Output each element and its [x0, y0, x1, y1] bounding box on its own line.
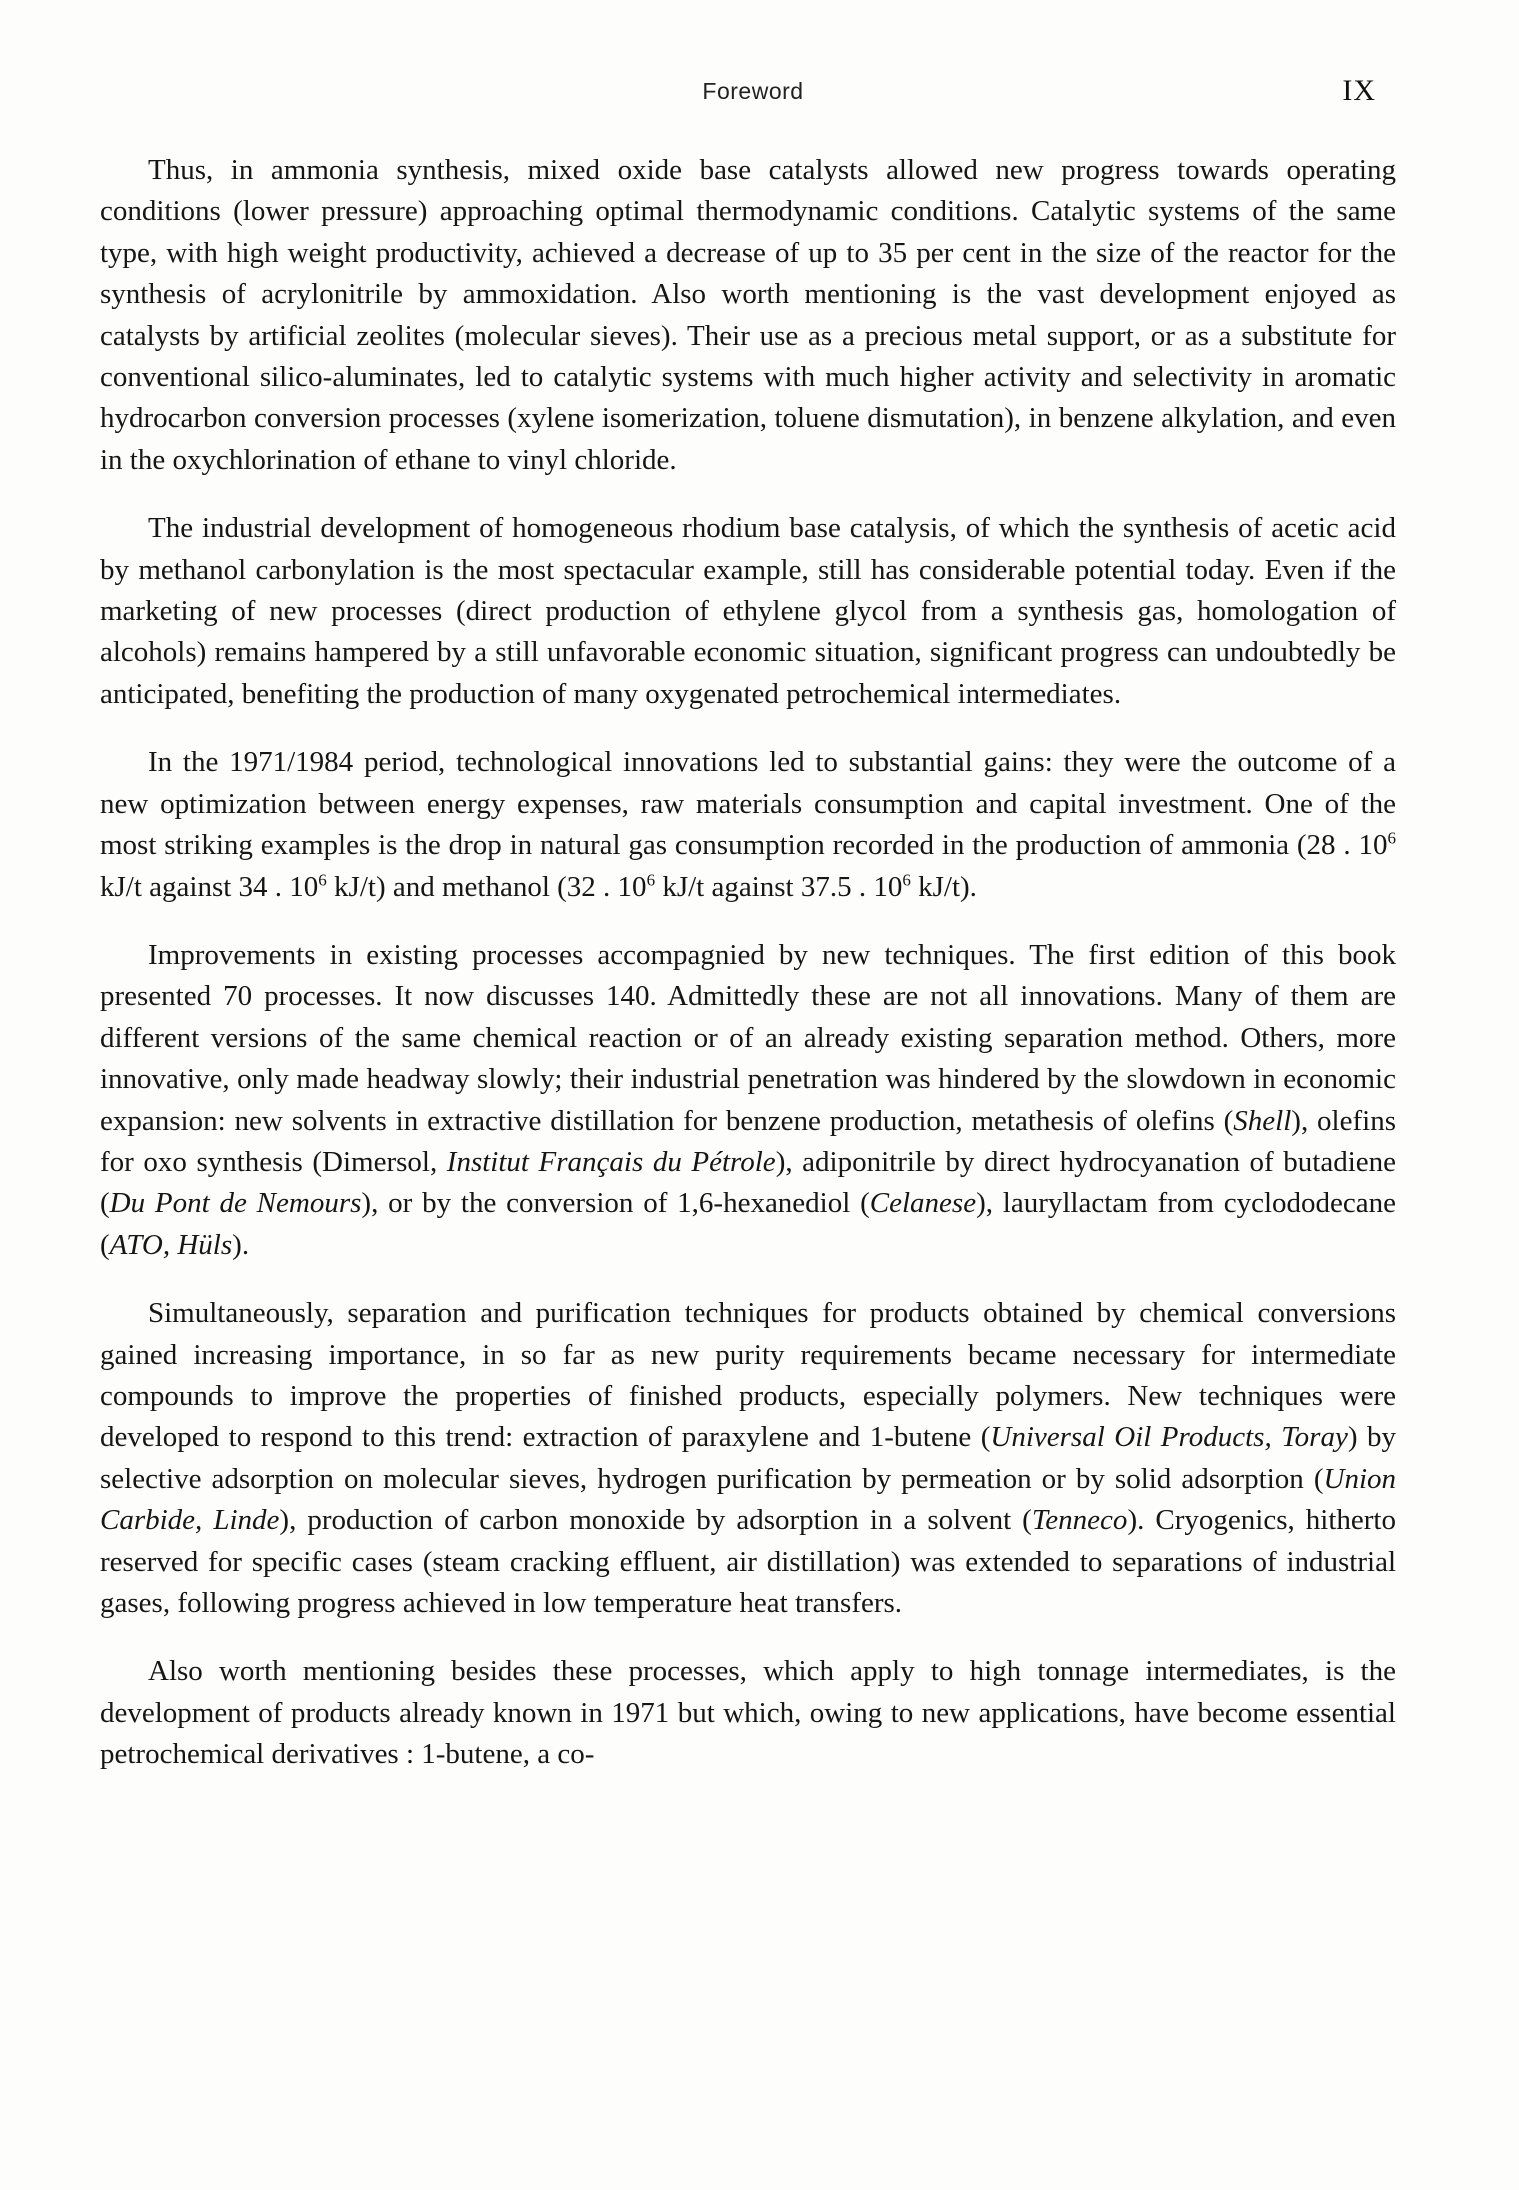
text-segment: kJ/t). [910, 870, 977, 903]
superscript: 6 [1387, 828, 1396, 848]
text-segment: kJ/t against 34 . 10 [100, 870, 319, 903]
text-segment: ). [232, 1228, 250, 1261]
company-name: Shell [1233, 1104, 1292, 1137]
running-title: Foreword [702, 78, 804, 104]
text-segment: Improvements in existing processes accompagnied by new techniques. The first edition of this book presented 70 processes. It now discusses 140. Admittedly these are not all innovations. Many of them are different versions of the same chemical reaction or of an already existing separation method. Others, more innovative, only made headway slowly; their industrial penetration was hindered by the slowdown in economic expansion: new solvents in extractive distillation for benzene production, metathesis of olefins ( [100, 938, 1396, 1137]
company-name: Universal Oil Products, Toray [990, 1421, 1348, 1454]
superscript: 6 [318, 869, 327, 889]
paragraph-ammonia-catalysts: Thus, in ammonia synthesis, mixed oxide base catalysts allowed new progress towards operating conditions (lower pressure) approaching optimal thermodynamic conditions. Catalytic systems of the same type, with high weight productivity, achieved a decrease of up to 35 per cent in the size of the reactor for the synthesis of acrylonitrile by ammoxidation. Also worth mentioning is the vast development enjoyed as catalysts by artificial zeolites (molecular sieves). Their use as a precious metal support, or as a substitute for conventional silico-aluminates, led to catalytic systems with much higher activity and selectivity in aromatic hydrocarbon conversion processes (xylene isomerization, toluene dismutation), in benzene alkylation, and even in the oxychlorination of ethane to vinyl chloride. [100, 154, 1396, 476]
text-segment: ), lauryllactam from cyclododecane ( [100, 1187, 1396, 1261]
paragraph-separation-techniques [100, 1293, 1396, 1624]
text-segment: kJ/t against 37.5 . 10 [655, 870, 903, 903]
page-number: IX [1342, 74, 1376, 107]
text-segment: ) by selective adsorption on molecular sieves, hydrogen purification by permeation or by solid adsorption ( [100, 1421, 1396, 1495]
paragraph-rhodium-catalysis: The industrial development of homogeneous rhodium base catalysis, of which the synthesis of acetic acid by methanol carbonylation is the most spectacular example, still has considerable potential today. Even if the marketing of new processes (direct production of ethylene glycol from a synthesis gas, homologation of alcohols) remains hampered by a still unfavorable economic situation, significant progress can undoubtedly be anticipated, benefiting the production of many oxygenated petrochemical intermediates. [100, 512, 1396, 710]
text-segment: ). Cryogenics, hitherto reserved for specific cases (steam cracking effluent, air distillation) was extended to separations of industrial gases, following progress achieved in low temperature heat transfers. [100, 1504, 1396, 1619]
body-text [100, 150, 1396, 1776]
company-name: Union Carbide, Linde [100, 1462, 1396, 1537]
company-name: Tenneco [1031, 1504, 1128, 1537]
text-segment: kJ/t) and methanol (32 . 10 [326, 870, 647, 903]
text-segment: ), olefins for oxo synthesis (Dimersol, [100, 1104, 1396, 1178]
company-name: Du Pont de Nemours [109, 1187, 362, 1220]
running-head [108, 74, 1398, 114]
paragraph-technological-innovations [100, 742, 1396, 908]
company-name: Celanese [869, 1187, 977, 1220]
company-name: ATO, Hüls [109, 1228, 233, 1261]
superscript: 6 [902, 869, 911, 889]
paragraph-essential-derivatives: Also worth mentioning besides these processes, which apply to high tonnage intermediates, is the development of products already known in 1971 but which, owing to new applications, have become essential petrochemical derivatives : 1-butene, a co- [100, 1655, 1396, 1771]
superscript: 6 [646, 869, 656, 889]
text-segment: ), production of carbon monoxide by adsorption in a solvent ( [279, 1504, 1032, 1537]
text-segment: In the 1971/1984 period, technological innovations led to substantial gains: they were the outcome of a new optimization between energy expenses, raw materials consumption and capital investment. One of the most striking examples is the drop in natural gas consumption recorded in the production of ammonia (28 . 10 [100, 746, 1396, 862]
text-segment: ), or by the conversion of 1,6-hexanediol ( [361, 1187, 870, 1220]
paragraph-process-improvements [100, 935, 1396, 1266]
text-segment: ), adiponitrile by direct hydrocyanation of butadiene ( [100, 1145, 1397, 1220]
text-segment: Simultaneously, separation and purification techniques for products obtained by chemical conversions gained increasing importance, in so far as new purity requirements became necessary for intermediate compounds to improve the properties of finished products, especially polymers. New techniques were developed to respond to this trend: extraction of paraxylene and 1-butene ( [100, 1297, 1396, 1454]
company-name: Institut Français du Pétrole [446, 1145, 776, 1178]
